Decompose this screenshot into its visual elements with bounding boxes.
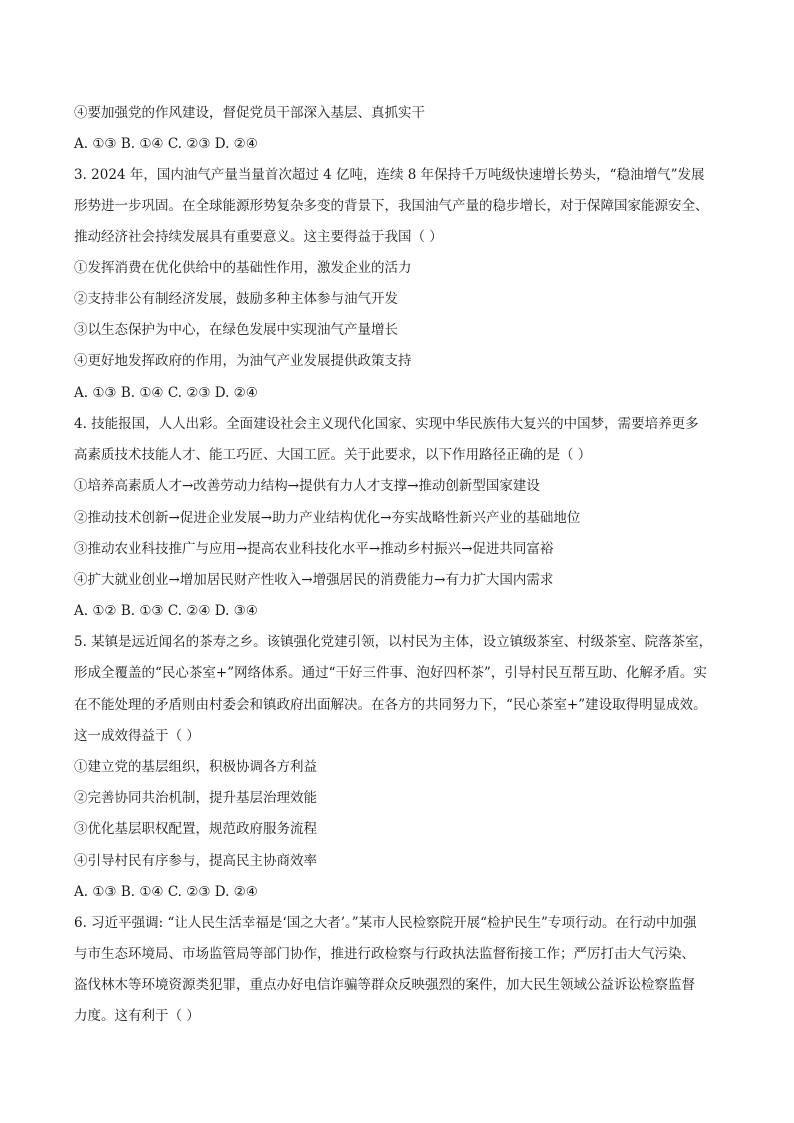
q4-option-4: ④扩大就业创业→增加居民财产性收入→增强居民的消费能力→有力扩大国内需求 (74, 572, 554, 588)
q5-stem-line-2: 形成全覆盖的“民心茶室+”网络体系。通过“干好三件事、泡好四杯茶”，引导村民互帮互助、化解矛盾。实 (74, 665, 707, 681)
q3-option-3: ③以生态保护为中心，在绿色发展中实现油气产量增长 (74, 322, 398, 338)
q4-answer-choices: A. ①② B. ①③ C. ②④ D. ③④ (74, 603, 258, 619)
q5-stem-line-1: 5. 某镇是远近闻名的茶寿之乡。该镇强化党建引领，以村民为主体，设立镇级茶室、村级茶室、院落茶室， (74, 634, 713, 650)
q6-stem-line-3: 盗伐林木等环境资源类犯罪，重点办好电信诈骗等群众反映强烈的案件，加大民生领域公益诉讼检察监督 (74, 977, 695, 993)
q5-stem-line-4: 这一成效得益于（ ） (74, 728, 200, 744)
q4-stem-line-2: 高素质技术技能人才、能工巧匠、大国工匠。关于此要求，以下作用路径正确的是（ ） (74, 447, 592, 463)
q4-stem-line-1: 4. 技能报国，人人出彩。全面建设社会主义现代化国家、实现中华民族伟大复兴的中国梦，需要培养更多 (74, 416, 699, 432)
q4-option-3: ③推动农业科技推广与应用→提高农业科技化水平→推动乡村振兴→促进共同富裕 (74, 541, 554, 557)
q3-answer-choices: A. ①③ B. ①④ C. ②③ D. ②④ (74, 385, 258, 401)
q5-answer-choices: A. ①③ B. ①④ C. ②③ D. ②④ (74, 884, 258, 900)
q4-option-2: ②推动技术创新→促进企业发展→助力产业结构优化→夯实战略性新兴产业的基础地位 (74, 510, 581, 526)
q5-option-3: ③优化基层职权配置，规范政府服务流程 (74, 821, 317, 837)
q3-stem-line-1: 3. 2024 年，国内油气产量当量首次超过 4 亿吨，连续 8 年保持千万吨级快速增长势头，“稳油增气”发展 (74, 167, 705, 183)
q5-stem-line-3: 在不能处理的矛盾则由村委会和镇政府出面解决。在各方的共同努力下，“民心茶室+”建设取得明显成效。 (74, 697, 707, 713)
q5-option-4: ④引导村民有序参与，提高民主协商效率 (74, 853, 317, 869)
q4-option-1: ①培养高素质人才→改善劳动力结构→提供有力人才支撑→推动创新型国家建设 (74, 478, 540, 494)
q2-answer-choices: A. ①③ B. ①④ C. ②③ D. ②④ (74, 136, 258, 152)
q5-option-1: ①建立党的基层组织，积极协调各方利益 (74, 759, 317, 775)
q6-stem-line-2: 与市生态环境局、市场监管局等部门协作，推进行政检察与行政执法监督衔接工作；严厉打击大气污染、 (74, 946, 695, 962)
q3-option-1: ①发挥消费在优化供给中的基础性作用，激发企业的活力 (74, 260, 412, 276)
q3-stem-line-3: 推动经济社会持续发展具有重要意义。这主要得益于我国（ ） (74, 229, 443, 245)
q3-stem-line-2: 形势进一步巩固。在全球能源形势复杂多变的背景下，我国油气产量的稳步增长，对于保障国家能源安全、 (74, 198, 709, 214)
q3-option-2: ②支持非公有制经济发展，鼓励多种主体参与油气开发 (74, 291, 398, 307)
q3-option-4: ④更好地发挥政府的作用，为油气产业发展提供政策支持 (74, 353, 412, 369)
q2-option-4: ④要加强党的作风建设，督促党员干部深入基层、真抓实干 (74, 105, 425, 121)
q5-option-2: ②完善协同共治机制，提升基层治理效能 (74, 790, 317, 806)
q6-stem-line-4: 力度。这有利于（ ） (74, 1008, 200, 1024)
q6-stem-line-1: 6. 习近平强调: “让人民生活幸福是‘国之大者’。”某市人民检察院开展“检护民生”专项行动。在行动中加强 (74, 915, 697, 931)
